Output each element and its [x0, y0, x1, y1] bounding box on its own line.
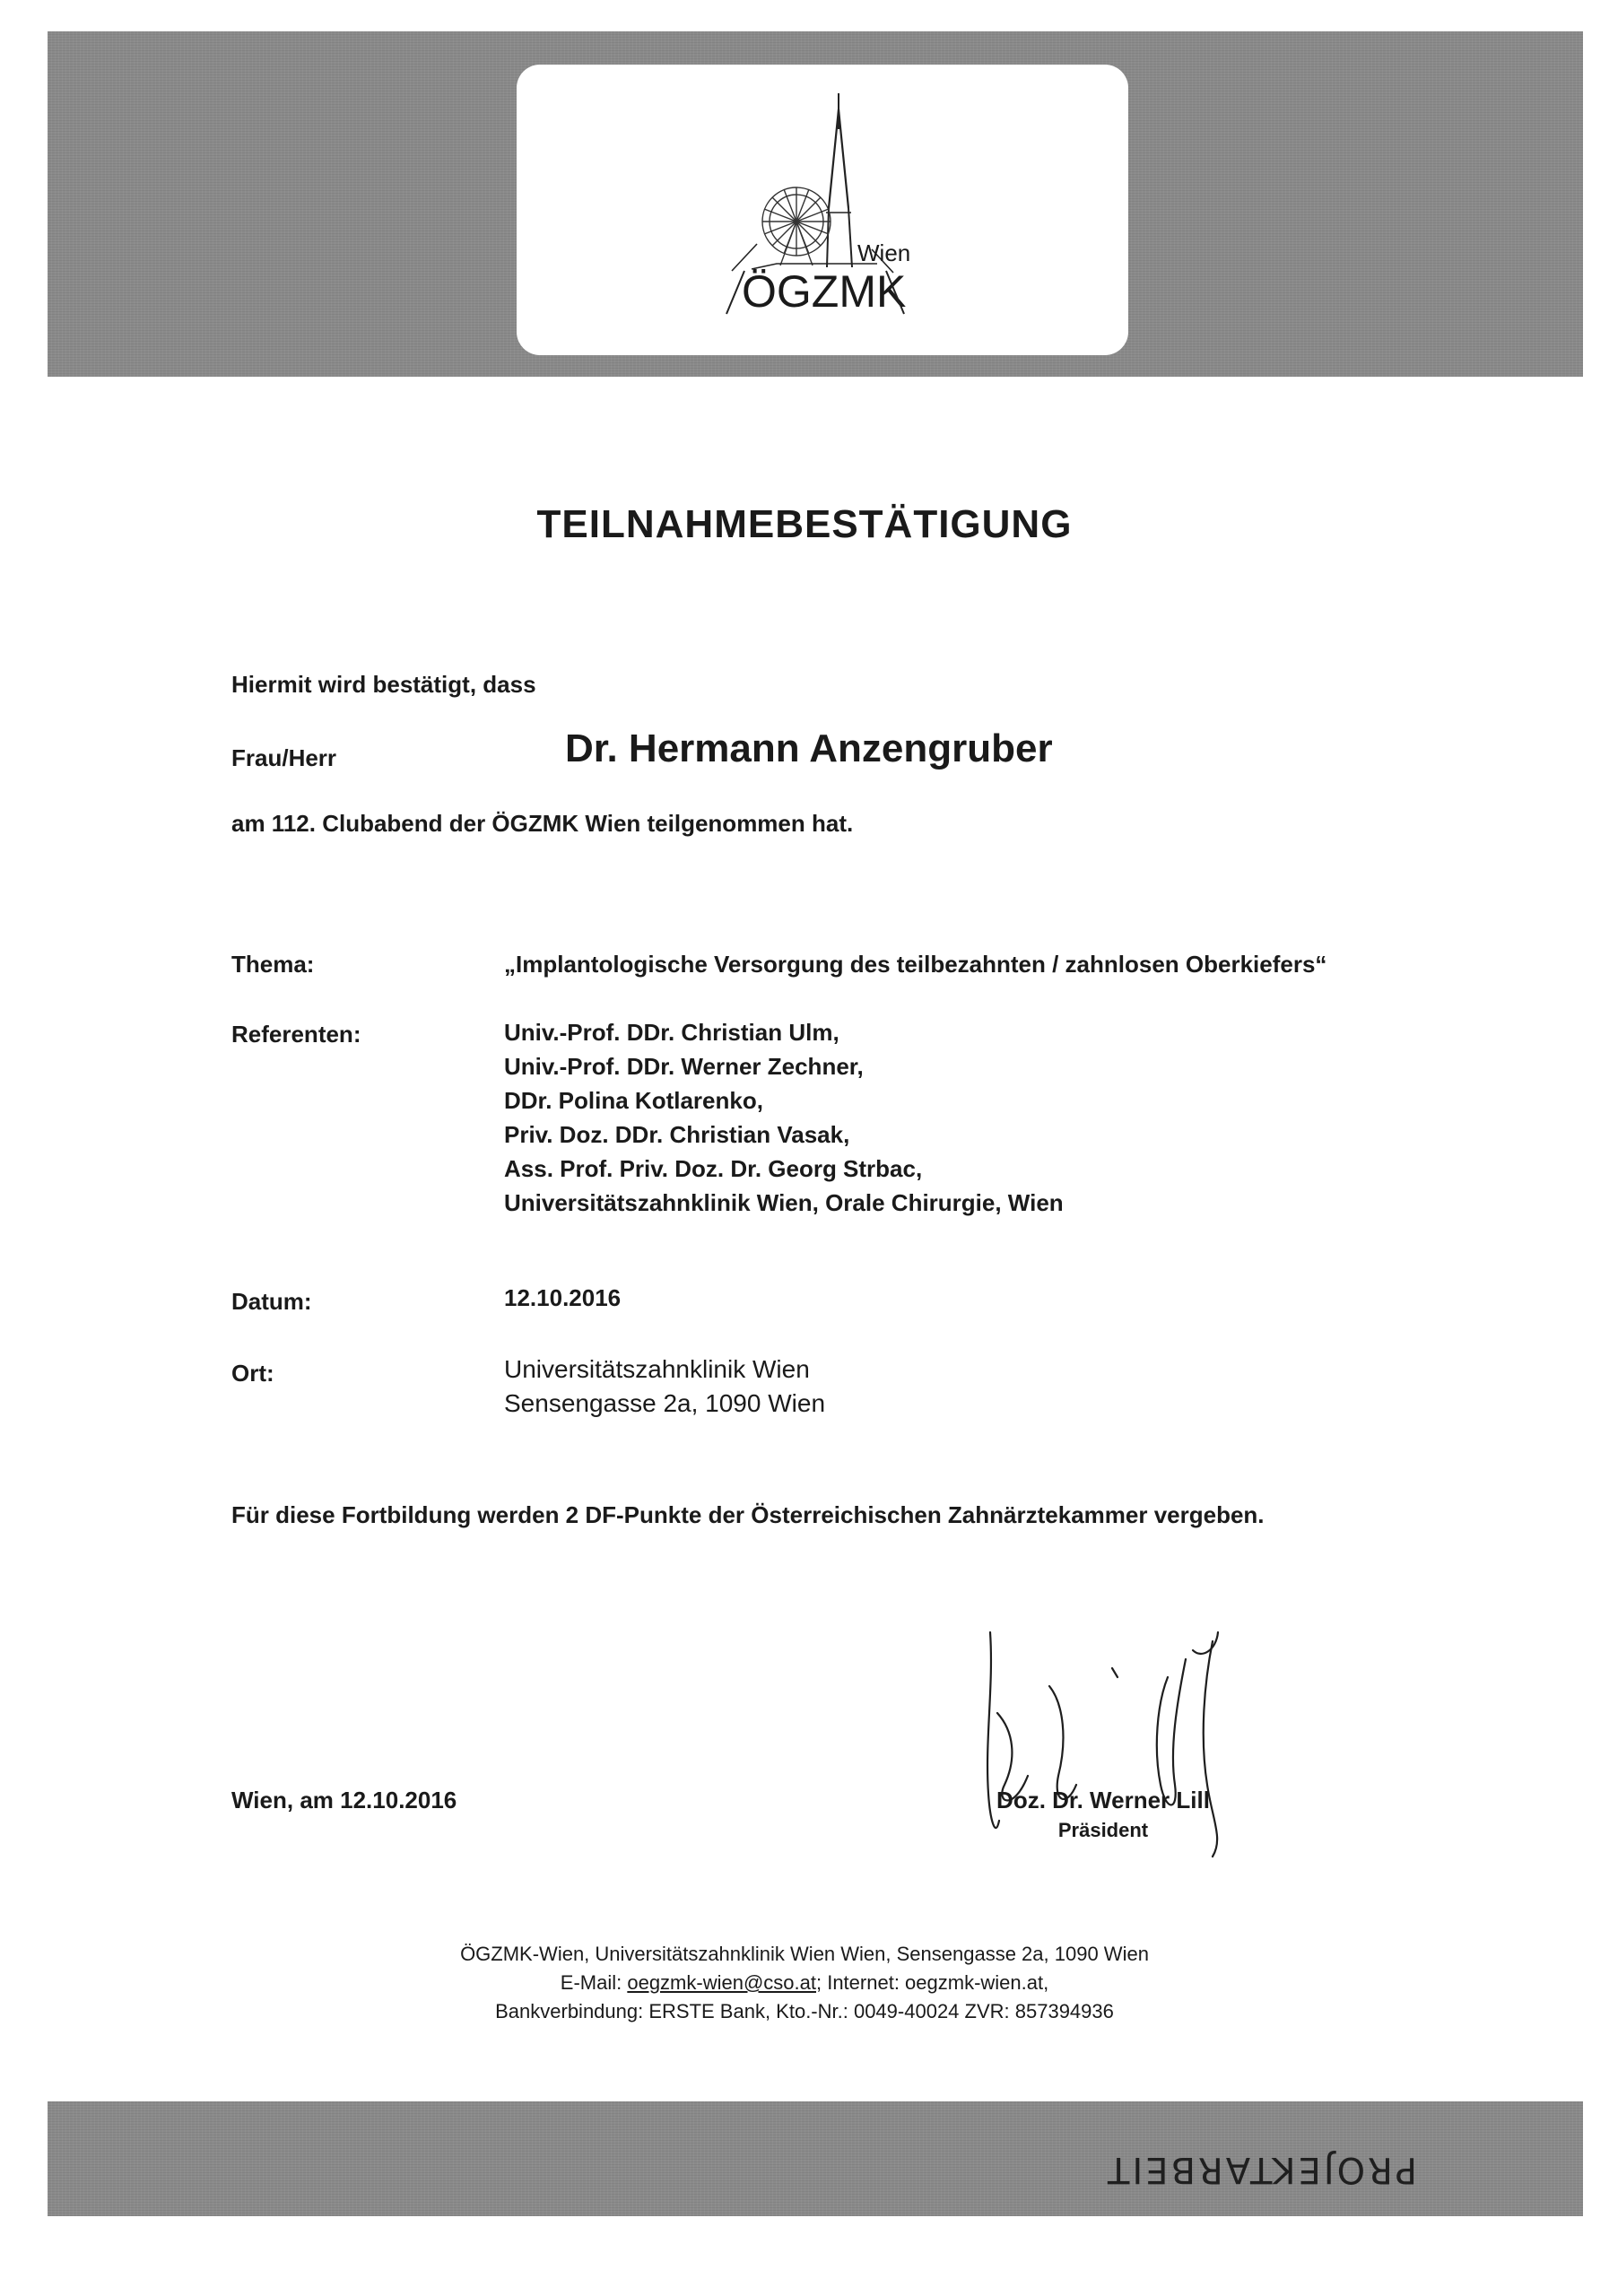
datum-value: 12.10.2016: [504, 1284, 622, 1311]
referent-item: Univ.-Prof. DDr. Christian Ulm,: [504, 1019, 839, 1046]
email-label: E-Mail:: [560, 1971, 628, 1994]
footer-address: ÖGZMK-Wien, Universitätszahnklinik Wien Wien, Sensengasse 2a, 1090 Wien: [460, 1943, 1149, 1965]
salutation-label: Frau/Herr: [231, 744, 337, 771]
logo-wordmark: ÖGZMK: [742, 266, 907, 317]
signatory-role: Präsident: [1057, 1819, 1149, 1841]
referent-item: Ass. Prof. Priv. Doz. Dr. Georg Strbac,: [504, 1155, 923, 1182]
document-title: TEILNAHMEBESTÄTIGUNG: [536, 502, 1073, 546]
oegzmk-logo: [517, 65, 1128, 355]
internet-text: ; Internet: oegzmk-wien.at,: [815, 1971, 1049, 1994]
logo-panel: [517, 65, 1128, 355]
datum-label: Datum:: [231, 1288, 312, 1315]
footer-bank: Bankverbindung: ERSTE Bank, Kto.-Nr.: 0049-40024 ZVR: 857394936: [495, 2000, 1114, 2022]
referent-item: Universitätszahnklinik Wien, Orale Chirurgie, Wien: [504, 1189, 1064, 1216]
footer-contact: [0, 1971, 1609, 1995]
ort-label: Ort:: [231, 1360, 274, 1387]
place-date: Wien, am 12.10.2016: [231, 1787, 457, 1813]
referent-item: DDr. Polina Kotlarenko,: [504, 1087, 763, 1114]
df-points-note: Für diese Fortbildung werden 2 DF-Punkte der Österreichischen Zahnärztekammer vergeben.: [231, 1501, 1265, 1528]
logo-city: Wien: [857, 239, 911, 266]
referenten-label: Referenten:: [231, 1021, 361, 1048]
participation-line: am 112. Clubabend der ÖGZMK Wien teilgenommen hat.: [231, 810, 854, 837]
referenten-list: [504, 1015, 1064, 1220]
ort-address: [504, 1352, 825, 1421]
referent-item: Univ.-Prof. DDr. Werner Zechner,: [504, 1053, 864, 1080]
ort-line: Universitätszahnklinik Wien: [504, 1355, 810, 1383]
band-watermark-text: PROJEKTARBEIT: [1104, 2149, 1418, 2190]
signatory-name: Doz. Dr. Werner Lill: [996, 1787, 1210, 1813]
referent-item: Priv. Doz. DDr. Christian Vasak,: [504, 1121, 850, 1148]
confirmation-intro: Hiermit wird bestätigt, dass: [231, 671, 536, 698]
participant-name: Dr. Hermann Anzengruber: [565, 726, 1053, 770]
ort-line: Sensengasse 2a, 1090 Wien: [504, 1389, 826, 1417]
email-link[interactable]: oegzmk-wien@cso.at: [627, 1971, 816, 1994]
thema-label: Thema:: [231, 951, 315, 978]
thema-value: „Implantologische Versorgung des teilbezahnten / zahnlosen Oberkiefers“: [504, 951, 1327, 978]
